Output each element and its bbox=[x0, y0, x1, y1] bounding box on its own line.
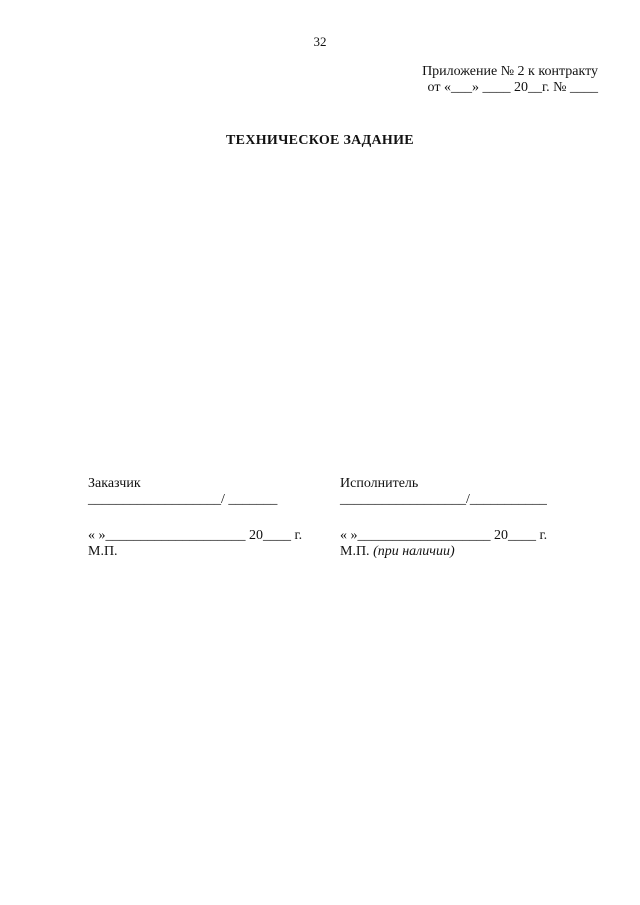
customer-signature-line: ___________________/ _______ bbox=[88, 492, 278, 507]
contractor-date-line: « »___________________ 20____ г. bbox=[340, 528, 548, 543]
page-number: 32 bbox=[313, 34, 327, 49]
contractor-signature-line: __________________/___________ bbox=[340, 492, 547, 507]
document-title: ТЕХНИЧЕСКОЕ ЗАДАНИЕ bbox=[226, 133, 414, 148]
customer-stamp: М.П. bbox=[88, 544, 118, 559]
appendix-line-2: от «___» ____ 20__г. № ____ bbox=[427, 80, 598, 95]
customer-label: Заказчик bbox=[88, 476, 141, 491]
appendix-line-1: Приложение № 2 к контракту bbox=[422, 64, 598, 79]
contractor-stamp-label: М.П. bbox=[340, 544, 370, 559]
customer-date-line: « »____________________ 20____ г. bbox=[88, 528, 303, 543]
contractor-stamp-note: (при наличии) bbox=[373, 544, 455, 559]
contractor-stamp bbox=[340, 544, 455, 560]
appendix-header bbox=[422, 64, 598, 96]
contractor-label: Исполнитель bbox=[340, 476, 419, 491]
